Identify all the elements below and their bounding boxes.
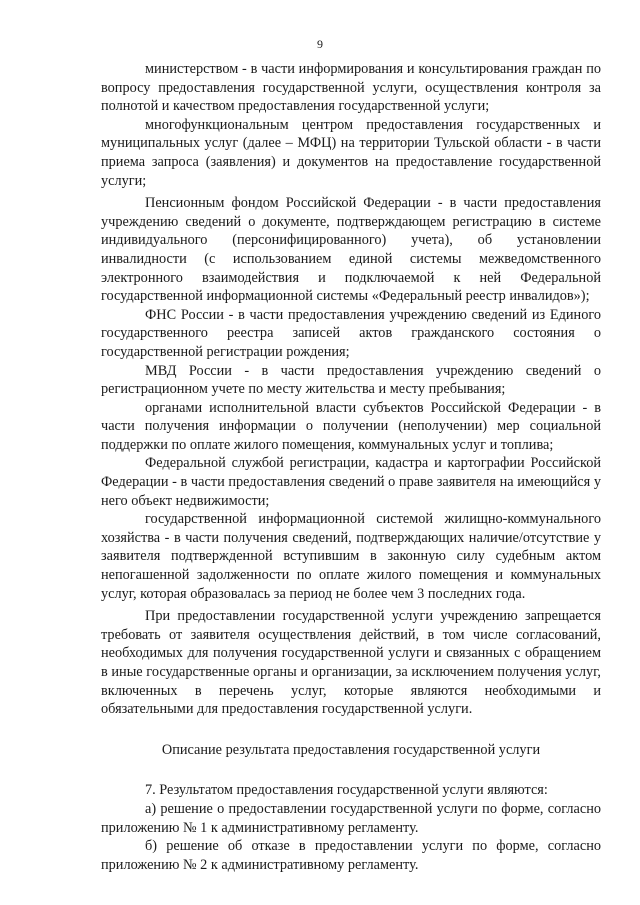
paragraph-fns: ФНС России - в части предоставления учреждению сведений из Единого государственного реестра записей актов гражданского состояния о государственной регистрации рождения;	[101, 306, 601, 360]
page-number: 9	[317, 37, 323, 51]
paragraph-mvd: МВД России - в части предоставления учреждению сведений о регистрационном учете по месту жительства и месту пребывания;	[101, 362, 601, 398]
section-heading: Описание результата предоставления государственной услуги	[161, 741, 541, 758]
paragraph-result-b: б) решение об отказе в предоставлении услуги по форме, согласно приложению № 2 к административному регламенту.	[101, 838, 601, 873]
paragraph-regional-authorities: органами исполнительной власти субъектов Российской Федерации - в части получения информации о получении (неполучении) мер социальной поддержки по оплате жилого помещения, коммунальных услуг и топлива;	[101, 399, 601, 453]
paragraph-ministry: министерством - в части информирования и консультирования граждан по вопросу предоставления государственной услуги, осуществления контроля за полнотой и качеством предоставления государственной услуги;	[101, 61, 601, 115]
document-body	[101, 60, 601, 874]
paragraph-rosreestr: Федеральной службой регистрации, кадастра и картографии Российской Федерации - в части предоставления сведений о праве заявителя на имеющийся у него объект недвижимости;	[101, 455, 601, 509]
paragraph-gis-zhkh: государственной информационной системой жилищно-коммунального хозяйства - в части получения сведений, подтверждающих наличие/отсутствие у заявителя подтвержденной вступившим в законную силу судебным актом непогашенной задолженности по оплате жилого помещения и коммунальных услуг, которая образовалась за период не более чем 3 последних года.	[101, 511, 601, 602]
paragraph-result-a: а) решение о предоставлении государственной услуги по форме, согласно приложению № 1 к административному регламенту.	[101, 800, 601, 836]
paragraph-mfc: многофункциональным центром предоставления государственных и муниципальных услуг (далее – МФЦ) на территории Тульской области - в части приема запроса (заявления) и документов на предоставление государственной услуги;	[101, 116, 601, 189]
paragraph-result-intro: 7. Результатом предоставления государственной услуги являются:	[145, 782, 548, 799]
paragraph-prohibition: При предоставлении государственной услуги учреждению запрещается требовать от заявителя осуществления действий, в том числе согласований, необходимых для получения государственной услуги и связанных с обращением в иные государственные органы и организации, за исключением получения услуг, включенных в перечень услуг, которые являются необходимыми и обязательными для предоставления государственной услуги.	[101, 608, 601, 718]
paragraph-pension-fund: Пенсионным фондом Российской Федерации - в части предоставления учреждению сведений о документе, подтверждающем регистрацию в системе индивидуального (персонифицированного) учета), об установлении инвалидности (с использованием единой системы межведомственного электронного взаимодействия и подключаемой к ней Федеральной государственной информационной системы «Федеральный реестр инвалидов»);	[101, 195, 601, 305]
